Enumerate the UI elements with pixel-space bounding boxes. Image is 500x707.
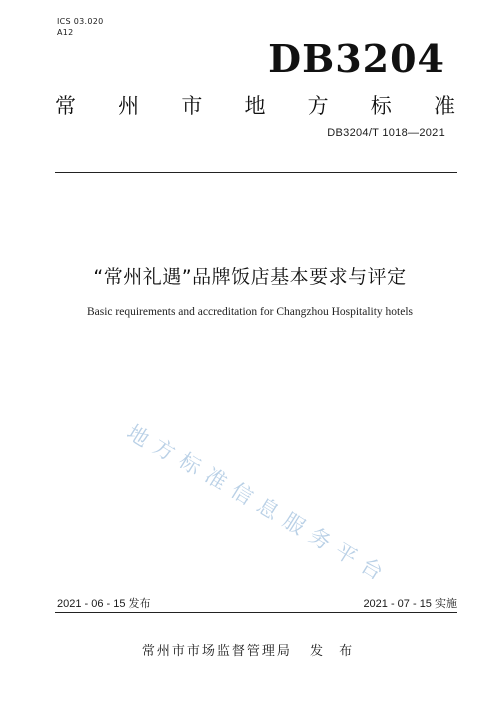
watermark-char: 服: [278, 508, 310, 540]
standard-type-char: 常: [55, 94, 76, 118]
standard-type-char: 准: [433, 94, 455, 118]
issuer-line: [0, 640, 500, 659]
standard-type-char: 州: [118, 94, 140, 118]
implementation-date: 2021 - 07 - 15 实施: [363, 598, 457, 610]
standard-type-char: 市: [181, 94, 203, 118]
watermark-char: 方: [148, 434, 180, 466]
issuing-authority: 常州市市场监督管理局: [141, 644, 292, 659]
standard-type-char: 地: [244, 94, 266, 118]
standard-type-char: 方: [307, 94, 329, 118]
standard-type-char: 标: [370, 94, 392, 118]
release-date: 2021 - 06 - 15 发布: [57, 598, 151, 610]
top-divider: [55, 172, 457, 173]
watermark-char: 息: [252, 493, 284, 525]
chinese-title: “常州礼遇”品牌饭店基本要求与评定: [93, 266, 407, 288]
publish-label: 发 布: [309, 644, 359, 659]
standard-logo: DB3204: [268, 36, 445, 81]
standard-type-title: [55, 90, 455, 120]
watermark-char: 务: [304, 523, 336, 555]
watermark: [122, 420, 408, 585]
watermark-char: 台: [356, 553, 388, 585]
ics-code: ICS 03.020: [57, 17, 104, 26]
watermark-char: 平: [330, 538, 362, 570]
watermark-char: 准: [200, 463, 232, 495]
classification-codes: [57, 16, 104, 38]
ccs-code: A12: [57, 28, 74, 37]
bottom-divider: [55, 612, 457, 613]
watermark-char: 地: [122, 420, 154, 452]
watermark-char: 信: [226, 478, 258, 510]
english-title: Basic requirements and accreditation for Changzhou Hospitality hotels: [86, 306, 414, 318]
watermark-char: 标: [174, 448, 206, 480]
document-number: DB3204/T 1018—2021: [327, 127, 445, 139]
